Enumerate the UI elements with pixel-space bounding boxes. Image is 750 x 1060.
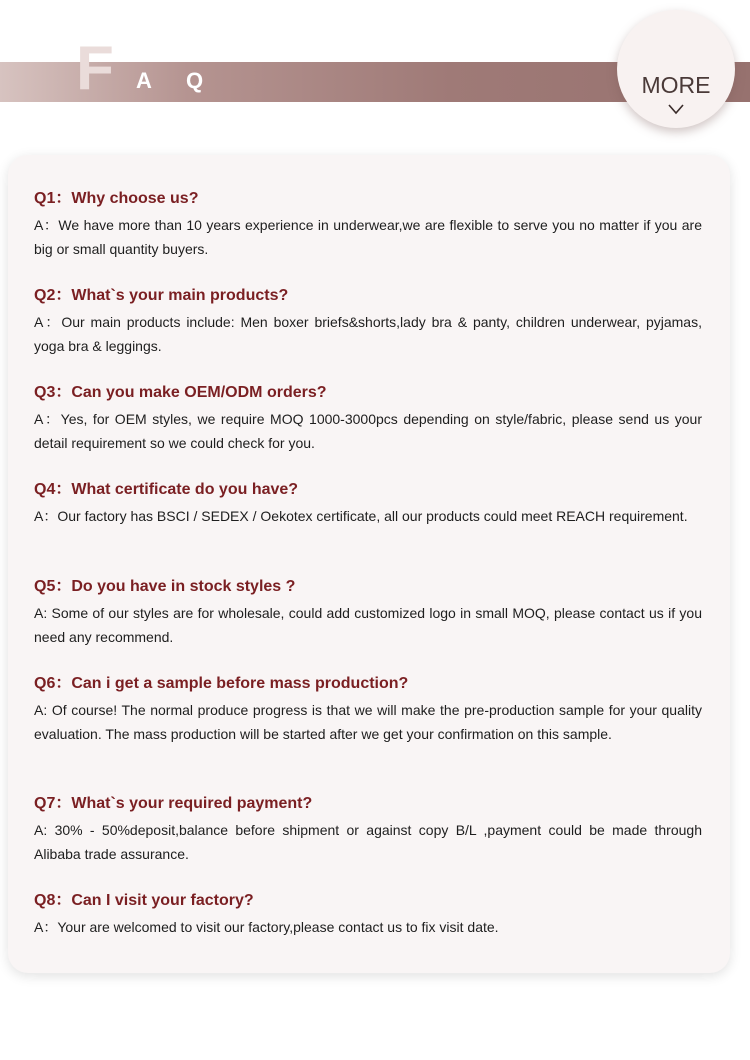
faq-question: Q5：Do you have in stock styles ? <box>34 578 296 595</box>
faq-item-7 <box>34 794 702 866</box>
faq-question: Q6：Can i get a sample before mass production? <box>34 675 409 692</box>
chevron-down-icon <box>667 102 685 116</box>
faq-answer: A：We have more than 10 years experience in underwear,we are flexible to serve you no matter if you are big or small quantity buyers. <box>34 217 702 257</box>
faq-answer: A：Yes, for OEM styles, we require MOQ 1000-3000pcs depending on style/fabric, please send us your detail requirement so we could check for you. <box>34 411 702 451</box>
faq-question: Q4：What certificate do you have? <box>34 481 299 498</box>
faq-item-8 <box>34 891 702 939</box>
faq-item-6 <box>34 674 702 746</box>
more-label: MORE <box>641 72 711 98</box>
faq-item-1 <box>34 189 702 261</box>
faq-item-5 <box>34 577 702 649</box>
faq-letter-q: Q <box>186 68 204 93</box>
faq-question: Q1：Why choose us? <box>34 190 199 207</box>
faq-answer: A：Our factory has BSCI / SEDEX / Oekotex certificate, all our products could meet REACH requirement. <box>34 508 688 524</box>
faq-item-3 <box>34 383 702 455</box>
faq-item-4 <box>34 480 702 528</box>
faq-answer: A：Our main products include: Men boxer briefs&shorts,lady bra & panty, children underwear, pyjamas, yoga bra & leggings. <box>34 314 702 354</box>
faq-card <box>8 155 730 973</box>
faq-letter-f: F <box>76 34 114 103</box>
faq-answer: A：Your are welcomed to visit our factory,please contact us to fix visit date. <box>34 919 499 935</box>
faq-question: Q7：What`s your required payment? <box>34 795 313 812</box>
more-button[interactable] <box>617 10 735 128</box>
faq-letter-a: A <box>136 68 152 93</box>
faq-answer: A: 30% - 50%deposit,balance before shipment or against copy B/L ,payment could be made through Alibaba trade assurance. <box>34 822 702 862</box>
faq-question: Q3：Can you make OEM/ODM orders? <box>34 384 327 401</box>
faq-answer: A: Of course! The normal produce progress is that we will make the pre-production sample for your quality evaluation. The mass production will be started after we get your confirmation on this sample. <box>34 702 702 742</box>
faq-answer: A: Some of our styles are for wholesale, could add customized logo in small MOQ, please contact us if you need any recommend. <box>34 605 702 645</box>
faq-item-2 <box>34 286 702 358</box>
faq-question: Q2：What`s your main products? <box>34 287 289 304</box>
faq-question: Q8：Can I visit your factory? <box>34 892 254 909</box>
